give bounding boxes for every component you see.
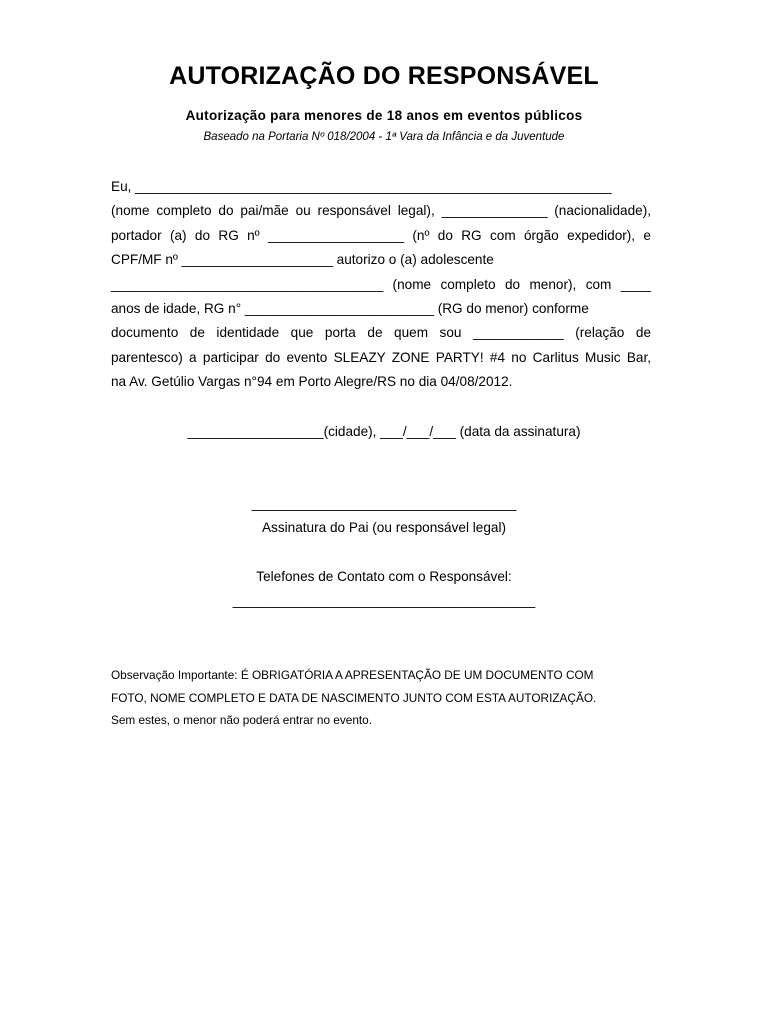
body-line: anos de idade, RG n° _________________________ (RG do menor) conforme (111, 300, 589, 316)
signature-line: ___________________________________ (251, 496, 517, 511)
body-line: documento de identidade que porta de quem sou ____________ (relação de (111, 325, 651, 341)
legal-reference: Baseado na Portaria Nº 018/2004 - 1ª Vara da Infância e da Juventude (203, 131, 565, 143)
document-subtitle: Autorização para menores de 18 anos em eventos públicos (185, 108, 583, 123)
body-line: Eu, _______________________________________________________________ (111, 179, 612, 194)
body-line: ____________________________________ (nome completo do menor), com ____ (111, 276, 651, 292)
note-line: Sem estes, o menor não poderá entrar no evento. (111, 713, 373, 727)
body-line: portador (a) do RG nº __________________ (nº do RG com órgão expedidor), e (111, 227, 651, 243)
body-line: CPF/MF nº ____________________ autorizo o (a) adolescente (111, 252, 494, 268)
contact-phone-line: ________________________________________ (232, 593, 536, 608)
city-date-field: __________________(cidade), ___/___/___ (data da assinatura) (187, 424, 581, 439)
note-line: Observação Importante: É OBRIGATÓRIA A APRESENTAÇÃO DE UM DOCUMENTO COM (111, 668, 594, 682)
note-line: FOTO, NOME COMPLETO E DATA DE NASCIMENTO JUNTO COM ESTA AUTORIZAÇÃO. (111, 690, 597, 705)
body-line: na Av. Getúlio Vargas n°94 em Porto Alegre/RS no dia 04/08/2012. (111, 374, 513, 390)
important-note (111, 664, 641, 732)
authorization-body (111, 175, 651, 395)
body-line: (nome completo do pai/mãe ou responsável legal), ______________ (nacionalidade), (111, 203, 651, 219)
contact-phone-label: Telefones de Contato com o Responsável: (256, 569, 512, 584)
signature-label: Assinatura do Pai (ou responsável legal) (261, 520, 507, 535)
document-title: AUTORIZAÇÃO DO RESPONSÁVEL (169, 62, 599, 90)
body-line: parentesco) a participar do evento SLEAZY ZONE PARTY! #4 no Carlitus Music Bar, (111, 349, 651, 365)
